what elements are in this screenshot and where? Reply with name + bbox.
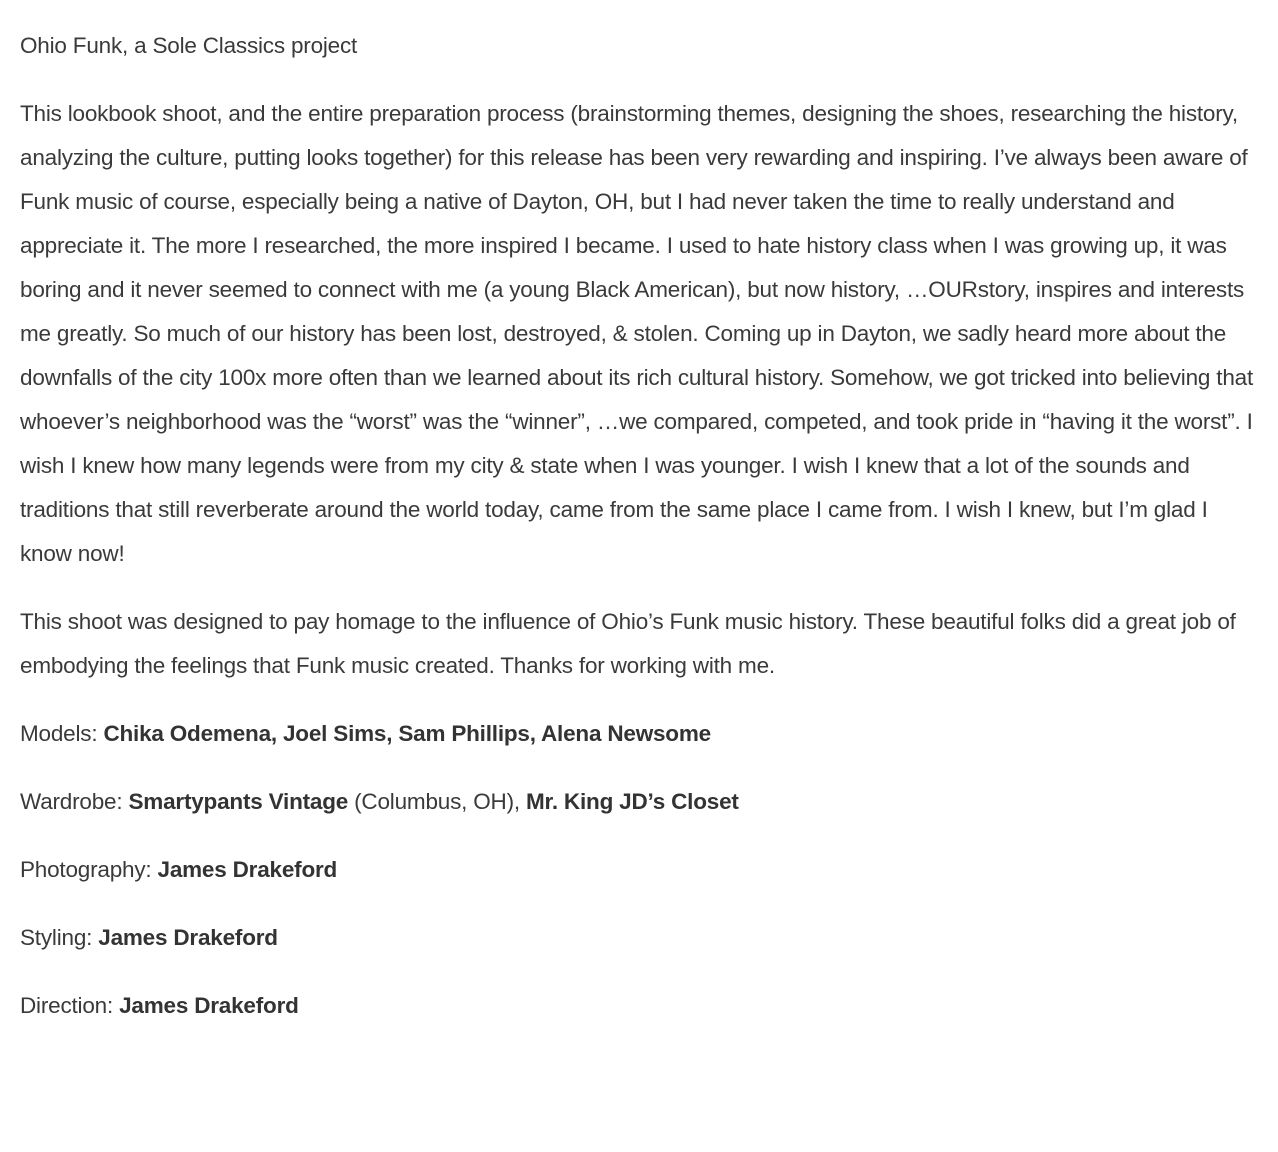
credit-value: Mr. King JD’s Closet [525,789,739,814]
credit-photography [20,848,1260,892]
article-body [20,24,1260,1052]
credit-value: Smartypants Vintage [128,789,349,814]
credit-label: Photography: [20,857,158,882]
credit-models [20,712,1260,756]
intro-paragraph: This lookbook shoot, and the entire preparation process (brainstorming themes, designing the shoes, researching the history, analyzing the culture, putting looks together) for this release has been very rewarding and inspiring. I’ve always been aware of Funk music of course, especially being a native of Dayton, OH, but I had never taken the time to really understand and appreciate it. The more I researched, the more inspired I became. I used to hate history class when I was growing up, it was boring and it never seemed to connect with me (a young Black American), but now history, …OURstory, inspires and interests me greatly. So much of our history has been lost, destroyed, & stolen. Coming up in Dayton, we sadly heard more about the downfalls of the city 100x more often than we learned about its rich cultural history. Somehow, we got tricked into believing that whoever’s neighborhood was the “worst” was the “winner”, …we compared, competed, and took pride in “having it the worst”. I wish I knew how many legends were from my city & state when I was younger. I wish I knew that a lot of the sounds and traditions that still reverberate around the world today, came from the same place I came from. I wish I knew, but I’m glad I know now! [20,101,1254,566]
credit-label: Direction: [20,993,120,1018]
article-title: Ohio Funk, a Sole Classics project [20,33,358,58]
credit-label: Models: [20,721,104,746]
credit-label: Wardrobe: [20,789,129,814]
credit-location: (Columbus, OH), [348,789,526,814]
credit-styling [20,916,1260,960]
credit-value: James Drakeford [157,857,338,882]
credit-value: James Drakeford [119,993,299,1018]
credit-value: James Drakeford [98,925,278,950]
credit-direction [20,984,1260,1028]
credit-wardrobe [20,780,1260,824]
homage-paragraph: This shoot was designed to pay homage to the influence of Ohio’s Funk music history. These beautiful folks did a great job of embodying the feelings that Funk music created. Thanks for working with me. [20,609,1236,678]
credit-label: Styling: [20,925,99,950]
credit-value: Chika Odemena, Joel Sims, Sam Phillips, Alena Newsome [103,721,711,746]
